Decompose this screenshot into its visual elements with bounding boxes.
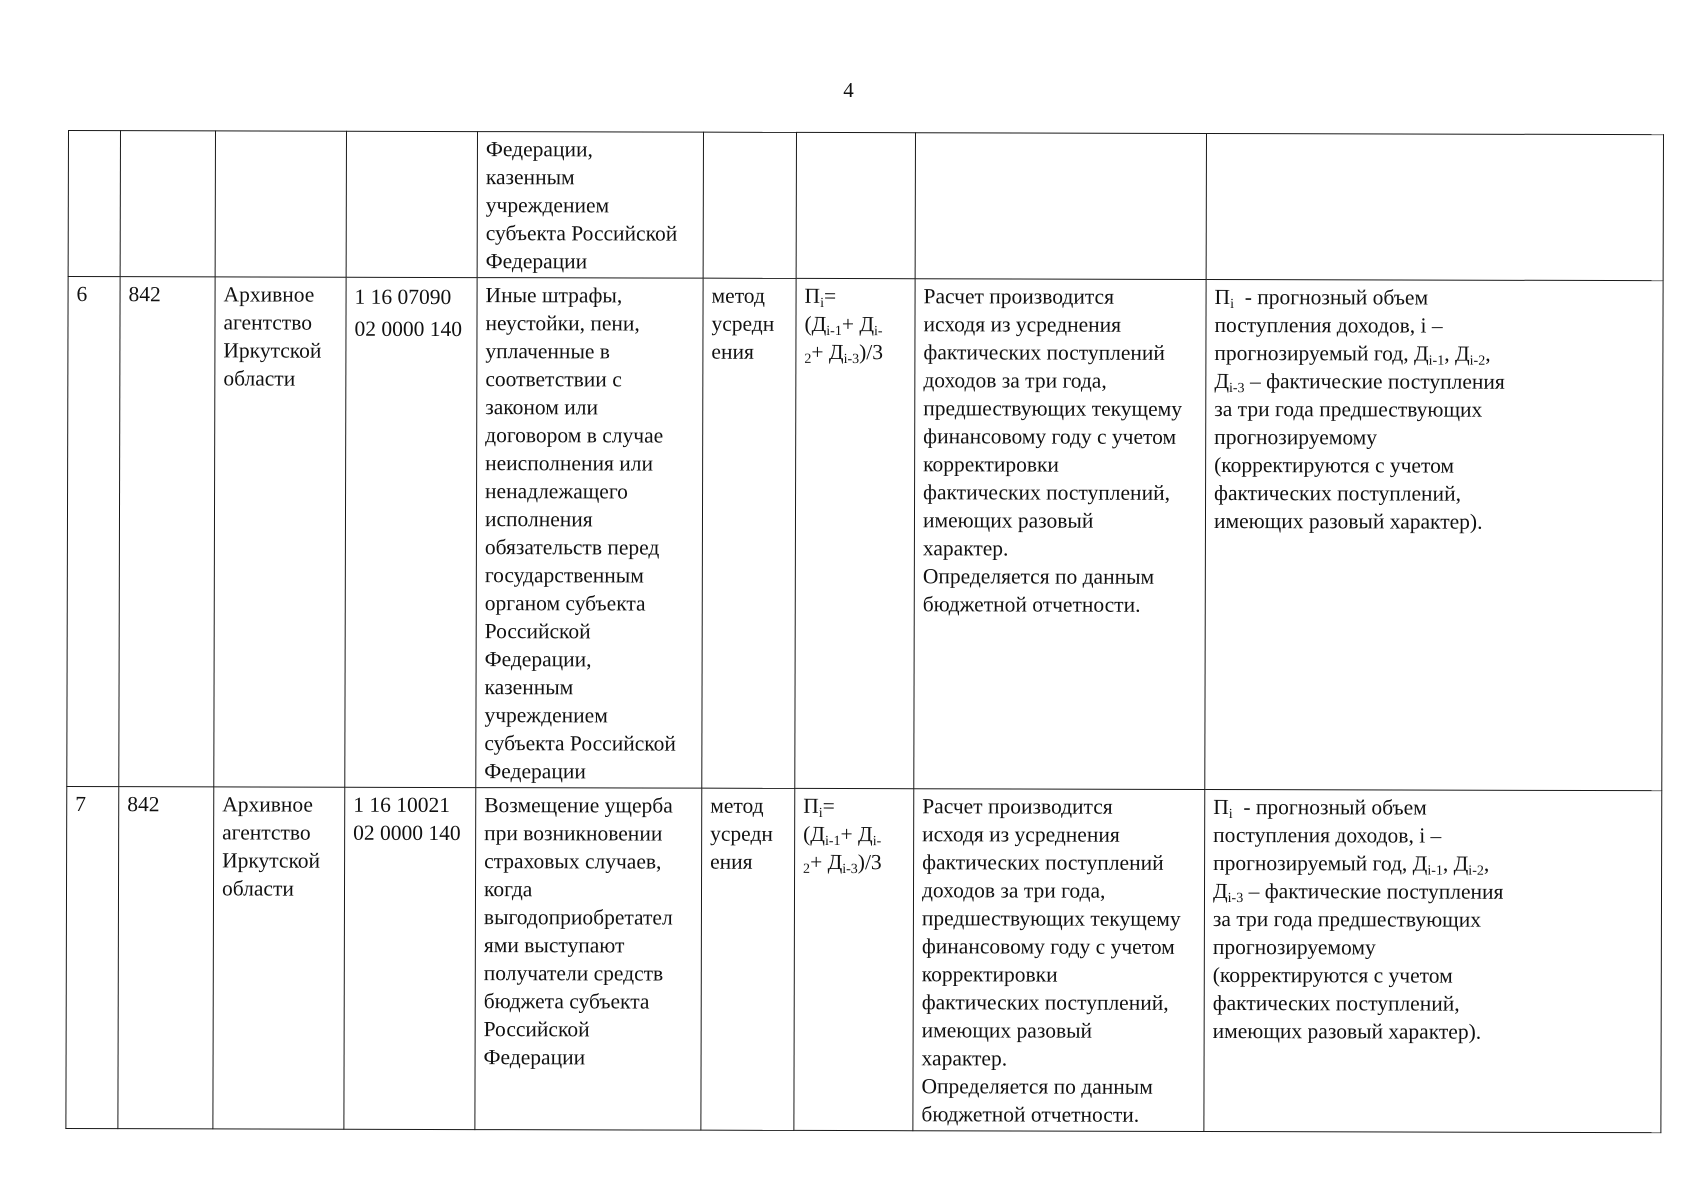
legend-line	[1213, 877, 1653, 906]
formula-line	[803, 820, 905, 848]
cell-administrator	[213, 787, 345, 1129]
page-number: 4	[843, 78, 854, 102]
legend-text: - прогнозный объем	[1233, 285, 1429, 310]
text-line: агентство	[222, 820, 311, 845]
cell-legend	[1204, 789, 1662, 1132]
text-line: субъекта Российской	[484, 731, 676, 756]
cell-formula	[796, 132, 915, 278]
formula-subscript: i-1	[824, 833, 841, 850]
text-line: агентство	[223, 310, 313, 335]
text-line: Определяется по данным	[922, 564, 1155, 589]
text-line: органом субъекта	[484, 591, 646, 616]
text-line: Федерации	[484, 759, 586, 784]
legend-text: прогнозируемый год, Д	[1214, 341, 1429, 366]
legend-text: ,	[1483, 851, 1490, 876]
table-row	[66, 786, 1662, 1132]
legend-text: – фактические поступления	[1244, 369, 1505, 394]
legend-text: Д	[1212, 879, 1228, 904]
formula-text: (Д	[804, 311, 827, 336]
text-line: неустойки, пени,	[485, 311, 640, 336]
text-line: Федерации,	[484, 647, 592, 672]
legend-text: прогнозируемый год, Д	[1213, 851, 1428, 876]
cell-administrator	[214, 277, 346, 787]
legend-line: поступления доходов, i –	[1214, 313, 1443, 338]
text-line: финансовому году с учетом	[921, 934, 1175, 959]
formula-symbol: П	[803, 793, 819, 818]
text-line: Архивное	[222, 792, 314, 817]
text-line: усредн	[710, 821, 773, 846]
text-line: 1 16 07090	[354, 284, 452, 310]
text-line: исходя из усреднения	[922, 822, 1120, 847]
text-line: усредн	[711, 311, 775, 336]
text-line: казенным	[485, 165, 575, 190]
formula-text: + Д	[810, 849, 843, 875]
legend-symbol: П	[1214, 285, 1231, 310]
formula-text: )/3	[859, 340, 884, 365]
text-line: Иркутской	[222, 848, 321, 873]
cell-revenue-name	[476, 278, 703, 789]
text-line: фактических поступлений	[922, 850, 1164, 875]
text-line: законом или	[485, 395, 599, 420]
text-line: 02 0000 140	[353, 820, 461, 846]
text-line: Иркутской	[223, 338, 322, 363]
cell-num: 6	[67, 277, 120, 787]
text-line: области	[223, 366, 296, 391]
legend-text: - прогнозный объем	[1232, 795, 1427, 820]
cell-administrator	[215, 131, 346, 277]
table-row-continuation	[68, 131, 1663, 281]
formula-subscript: 2	[803, 861, 811, 877]
formula-subscript: i-3	[843, 352, 860, 368]
text-line: 02 0000 140	[354, 316, 463, 342]
text-line: метод	[710, 793, 764, 818]
text-line: при возникновении	[484, 821, 663, 846]
text-line: финансовому году с учетом	[923, 424, 1177, 449]
cell-calculation	[915, 133, 1206, 280]
text-line: метод	[711, 283, 765, 308]
text-line: страховых случаев,	[484, 849, 662, 874]
formula-subscript: i	[820, 295, 824, 311]
text-line: доходов за три года,	[923, 368, 1107, 393]
formula-text: =	[822, 793, 835, 819]
formula-subscript: i-	[872, 834, 882, 850]
table-row	[67, 277, 1663, 791]
cell-formula	[794, 788, 914, 1130]
formula-subscript: i-3	[842, 862, 858, 878]
legend-line: поступления доходов, i –	[1213, 823, 1442, 848]
cell-admin-code: 842	[118, 787, 214, 1129]
legend-text: ,	[1485, 341, 1491, 366]
formula-line	[804, 310, 906, 338]
text-line: Федерации	[485, 249, 588, 274]
text-line: обязательств перед	[484, 535, 660, 560]
text-line: Архивное	[223, 282, 315, 307]
legend-subscript: i-3	[1228, 381, 1245, 397]
cell-revenue-name	[477, 132, 703, 279]
text-line: казенным	[484, 675, 574, 700]
text-line: фактических поступлений,	[921, 990, 1169, 1015]
text-line: исполнения	[484, 507, 593, 532]
text-line: Иные штрафы,	[485, 283, 623, 308]
text-line: Расчет производится	[923, 284, 1115, 309]
legend-line: (корректируются с учетом	[1214, 453, 1455, 478]
cell-kbk	[346, 131, 477, 277]
text-line: договором в случае	[485, 423, 664, 448]
legend-subscript: i	[1228, 807, 1233, 823]
legend-symbol: П	[1213, 795, 1229, 820]
formula-text: =	[823, 283, 837, 309]
cell-legend	[1205, 279, 1663, 790]
legend-subscript: i-2	[1469, 353, 1486, 369]
legend-subscript: i	[1230, 297, 1234, 313]
legend-line: (корректируются с учетом	[1212, 963, 1453, 988]
cell-revenue-name	[475, 788, 702, 1131]
legend-line	[1214, 367, 1654, 396]
text-line: предшествующих текущему	[923, 396, 1183, 421]
text-line: Федерации,	[485, 137, 593, 162]
cell-legend	[1206, 133, 1663, 280]
legend-line	[1214, 339, 1654, 368]
cell-method	[701, 788, 795, 1130]
text-line: бюджетной отчетности.	[921, 1102, 1140, 1127]
legend-subscript: i-1	[1427, 863, 1443, 879]
legend-line: за три года предшествующих	[1214, 397, 1483, 422]
cell-admin-code: 842	[119, 277, 215, 787]
legend-line: прогнозируемому	[1212, 935, 1376, 960]
text-line: субъекта Российской	[485, 221, 678, 246]
formula-subscript: i-	[874, 324, 883, 340]
text-line: Российской	[484, 619, 591, 644]
text-line: бюджетной отчетности.	[922, 592, 1141, 617]
text-line: Российской	[483, 1017, 590, 1042]
legend-line: за три года предшествующих	[1212, 907, 1482, 932]
cell-calculation	[913, 789, 1205, 1132]
legend-line: имеющих разовый характер).	[1213, 509, 1483, 534]
text-line: неисполнения или	[485, 451, 654, 476]
text-line: корректировки	[921, 962, 1058, 987]
cell-formula	[795, 278, 915, 788]
text-line: учреждением	[485, 193, 610, 218]
text-line: ения	[711, 339, 754, 364]
formula-text: + Д	[811, 339, 844, 365]
legend-line	[1215, 283, 1655, 312]
text-line: доходов за три года,	[921, 878, 1106, 903]
text-line: фактических поступлений	[923, 340, 1165, 365]
legend-subscript: i-1	[1428, 353, 1445, 369]
formula-subscript: i-1	[826, 323, 842, 340]
text-line: соответствии с	[485, 367, 622, 392]
cell-method	[703, 132, 796, 278]
text-line: характер.	[921, 1046, 1008, 1071]
text-line: Федерации	[483, 1045, 586, 1070]
text-line: области	[221, 876, 294, 901]
cell-kbk	[345, 277, 477, 787]
legend-subscript: i-3	[1227, 891, 1244, 907]
legend-line	[1213, 793, 1653, 822]
legend-line	[1213, 849, 1653, 878]
legend-text: – фактические поступления	[1243, 879, 1504, 904]
text-line: характер.	[922, 536, 1009, 561]
legend-subscript: i-2	[1468, 863, 1484, 879]
formula-text: + Д	[840, 822, 873, 847]
formula-text: )/3	[857, 850, 882, 875]
legend-line: фактических поступлений,	[1212, 990, 1460, 1016]
formula-symbol: П	[804, 283, 821, 308]
cell-method	[702, 278, 796, 788]
text-line: Возмещение ущерба	[484, 793, 673, 818]
cell-calculation	[914, 279, 1206, 790]
text-line: бюджета субъекта	[483, 989, 650, 1014]
text-line: уплаченные в	[485, 339, 611, 364]
legend-line: имеющих разовый характер).	[1212, 1018, 1482, 1044]
formula-line	[804, 338, 906, 366]
cell-num: 7	[66, 786, 119, 1128]
legend-line: фактических поступлений,	[1214, 481, 1462, 506]
text-line: предшествующих текущему	[921, 906, 1181, 931]
formula-line	[803, 848, 905, 876]
text-line: Расчет производится	[922, 794, 1113, 819]
text-line: получатели средств	[483, 961, 664, 986]
formula-subscript: 2	[804, 351, 812, 367]
formula-subscript: i	[818, 805, 823, 821]
legend-text: Д	[1214, 369, 1230, 394]
formula-text: (Д	[803, 821, 826, 846]
text-line: когда	[483, 877, 533, 902]
formula-text: + Д	[841, 312, 875, 337]
text-line: ями выступают	[483, 933, 625, 958]
text-line: ения	[710, 849, 753, 874]
table-container	[65, 130, 1663, 1133]
text-line: имеющих разовый	[922, 508, 1094, 533]
legend-text: , Д	[1444, 341, 1470, 366]
text-line: корректировки	[923, 452, 1059, 477]
cell-admin-code	[120, 131, 215, 277]
cell-num	[68, 131, 120, 277]
text-line: исходя из усреднения	[923, 312, 1122, 337]
formula-line	[805, 282, 907, 310]
text-line: учреждением	[484, 703, 608, 728]
formula-line	[803, 792, 905, 820]
text-line: 1 16 10021	[353, 792, 451, 818]
text-line: фактических поступлений,	[923, 480, 1171, 505]
text-line: имеющих разовый	[921, 1018, 1093, 1043]
text-line: ненадлежащего	[485, 479, 628, 504]
text-line: выгодоприобретател	[483, 905, 673, 930]
text-line: Определяется по данным	[921, 1074, 1153, 1099]
legend-text: , Д	[1442, 851, 1469, 876]
legend-line: прогнозируемому	[1214, 425, 1378, 450]
revenue-forecast-table	[65, 130, 1664, 1133]
cell-kbk	[344, 787, 476, 1129]
text-line: государственным	[484, 563, 644, 588]
